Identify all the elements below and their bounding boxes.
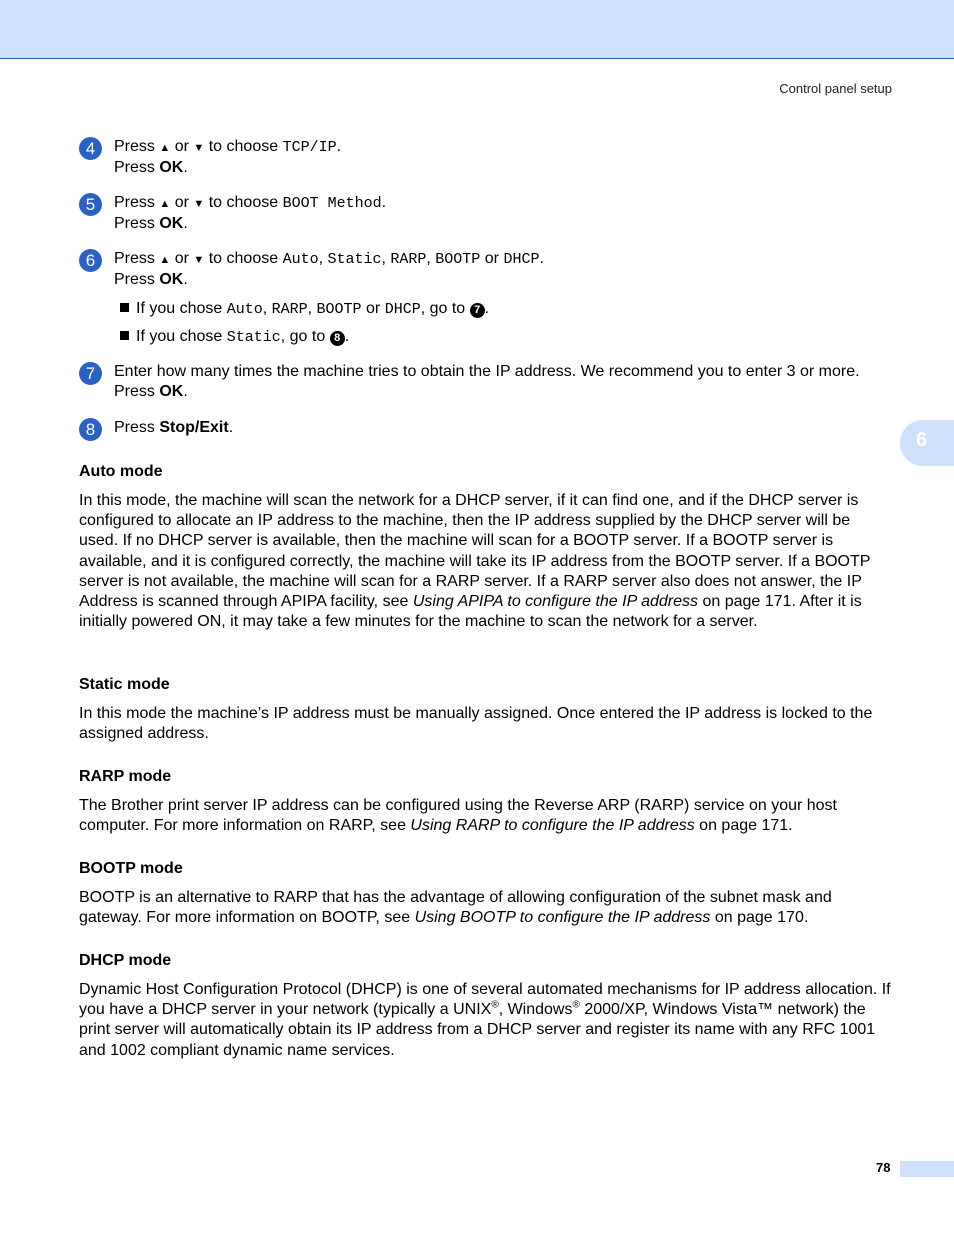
step-ref-icon: 8 [330,331,345,346]
footer-band [900,1161,954,1177]
step-4 [79,137,894,178]
key-name: OK [159,215,184,232]
step-ref-icon: 7 [470,303,485,318]
menu-option: Auto [282,251,319,268]
step-5 [79,193,894,234]
paragraph-auto: In this mode, the machine will scan the network for a DHCP server, if it can find one, and if the DHCP server is configured to allocate an IP address to the machine, then the IP address supplied by the DHCP server will be used. If no DHCP server is available, then the machine will scan for a BOOTP server. If a BOOTP server is available, and it is configured correctly, the machine will take its IP address from the BOOTP server. If a BOOTP server is not available, the machine will scan for a RARP server. If a RARP server also does not answer, the IP Address is scanned through APIPA facility, see Using APIPA to configure the IP address on page 171. After it is initially powered ON, it may take a few minutes for the machine to scan the network for a server. [79,492,871,631]
bullet-item: If you chose Static, go to 8 . [120,327,349,348]
header-title: Control panel setup [779,81,892,96]
key-name: Stop/Exit [159,419,229,436]
chapter-tab [900,420,954,466]
section-title-auto: Auto mode [79,463,163,480]
step-body: Press ▲ or ▼ to choose TCP/IP. Press OK. [114,138,342,176]
square-bullet-icon [120,331,129,340]
menu-option: RARP [390,251,427,268]
down-arrow-icon: ▼ [193,254,205,266]
key-name: OK [159,383,184,400]
menu-option: BOOT Method [282,195,382,212]
step-8 [79,418,894,438]
cross-reference-link[interactable]: Using RARP to configure the IP address [410,817,695,835]
key-name: OK [159,271,184,288]
menu-option: BOOTP [435,251,481,268]
section-title-static: Static mode [79,676,170,693]
cross-reference-link[interactable]: Using BOOTP to configure the IP address [414,909,711,927]
down-arrow-icon: ▼ [193,198,205,210]
step-number: 6 [79,249,102,272]
header-band [0,0,954,59]
paragraph-dhcp: Dynamic Host Configuration Protocol (DHCP) is one of several automated mechanisms for IP address allocation. If you have a DHCP server in your network (typically a UNIX®, Windows® 2000/XP, Windows Vista™ network) the print server will automatically obtain its IP address from a DHCP server and register its name with any RFC 1001 and 1002 compliant dynamic name services. [79,981,891,1059]
section-title-bootp: BOOTP mode [79,860,183,877]
chapter-number: 6 [916,429,928,451]
step-number: 7 [79,362,102,385]
page-number: 78 [876,1160,891,1175]
step-7 [79,362,894,402]
step-6 [79,249,894,290]
section-title-rarp: RARP mode [79,768,172,785]
step-body: Press ▲ or ▼ to choose BOOT Method. Press OK. [114,194,387,232]
paragraph-bootp: BOOTP is an alternative to RARP that has the advantage of allowing configuration of the subnet mask and gateway. For more information on BOOTP, see Using BOOTP to configure the IP address on page 170. [79,889,832,927]
step-body: Press ▲ or ▼ to choose Auto, Static, RARP, BOOTP or DHCP. Press OK. [114,250,544,288]
registered-mark: ® [491,999,499,1011]
up-arrow-icon: ▲ [159,142,171,154]
down-arrow-icon: ▼ [193,142,205,154]
up-arrow-icon: ▲ [159,198,171,210]
step-number: 5 [79,193,102,216]
up-arrow-icon: ▲ [159,254,171,266]
menu-option: DHCP [503,251,540,268]
step-number: 4 [79,137,102,160]
key-name: OK [159,159,184,176]
section-title-dhcp: DHCP mode [79,952,172,969]
paragraph-rarp: The Brother print server IP address can be configured using the Reverse ARP (RARP) service on your host computer. For more information on RARP, see Using RARP to configure the IP address on page 171. [79,797,837,835]
menu-option: Static [327,251,382,268]
square-bullet-icon [120,303,129,312]
menu-option: TCP/IP [282,139,337,156]
paragraph-static: In this mode the machine’s IP address must be manually assigned. Once entered the IP address is locked to the assigned address. [79,705,873,743]
step-number: 8 [79,418,102,441]
step-body: Press Stop/Exit. [114,419,234,436]
registered-mark: ® [572,999,580,1011]
bullet-item: If you chose Auto, RARP, BOOTP or DHCP, go to 7 . [120,299,489,320]
step-body: Enter how many times the machine tries to obtain the IP address. We recommend you to enter 3 or more. Press OK. [114,363,860,400]
cross-reference-link[interactable]: Using APIPA to configure the IP address [412,593,699,611]
